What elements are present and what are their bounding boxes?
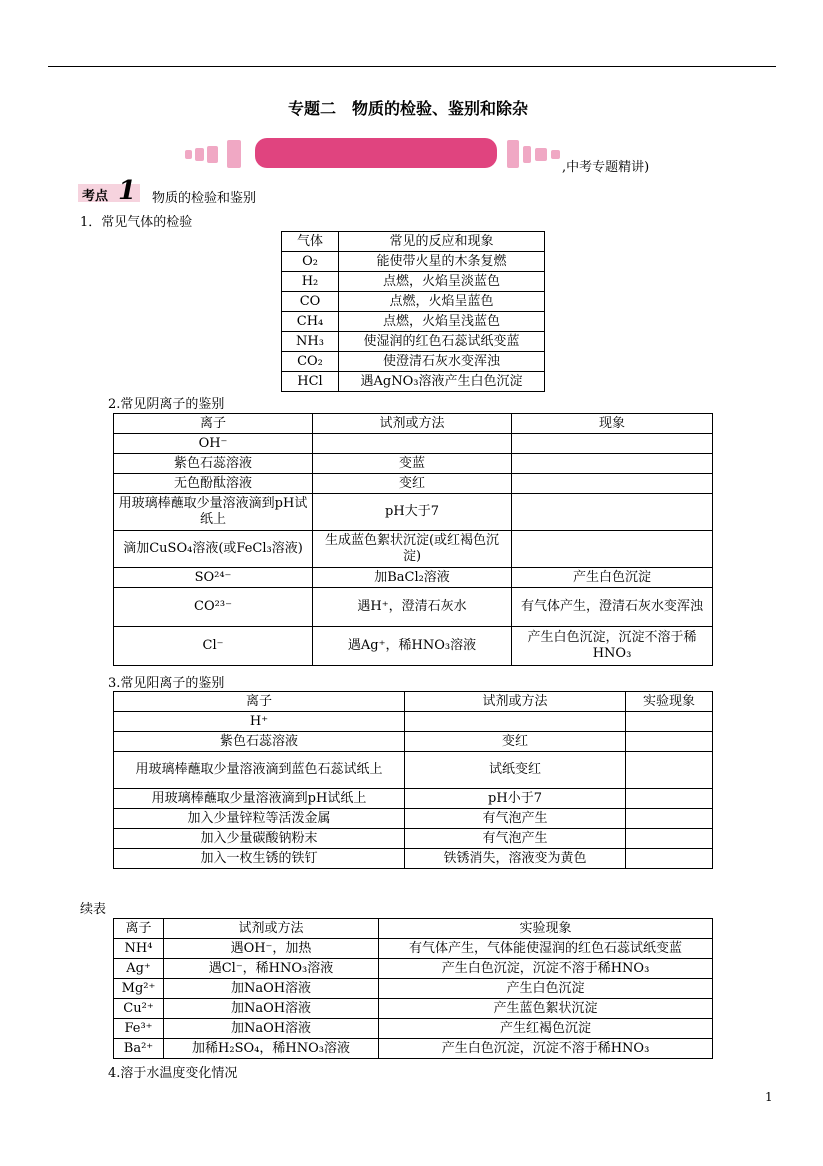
table-cell: 产生蓝色絮状沉淀 [379, 999, 713, 1019]
table-row [114, 809, 713, 829]
page-number: 1 [765, 1090, 773, 1104]
table-cell [626, 712, 713, 732]
table-header-cell: 气体 [282, 232, 339, 252]
table-cell: 有气体产生，气体能使湿润的红色石蕊试纸变蓝 [379, 939, 713, 959]
table-cell: 用玻璃棒蘸取少量溶液滴到蓝色石蕊试纸上 [114, 752, 405, 789]
table-cell: 无色酚酞溶液 [114, 474, 313, 494]
section-4-heading: 4.溶于水温度变化情况 [108, 1066, 238, 1081]
table-cell: 加BaCl₂溶液 [313, 568, 512, 588]
table-cell: 有气泡产生 [405, 829, 626, 849]
table-cell [626, 829, 713, 849]
page-title: 专题二 物质的检验、鉴别和除杂 [288, 99, 529, 118]
table-cell: CO₂ [282, 352, 339, 372]
table-row [114, 789, 713, 809]
table-cell: 加入少量碳酸钠粉末 [114, 829, 405, 849]
table-cell: 变蓝 [313, 454, 512, 474]
banner [185, 138, 575, 170]
table-header-row [282, 232, 545, 252]
table-cell: NH⁴ [114, 939, 164, 959]
table-cell: 遇H⁺，澄清石灰水 [313, 588, 512, 627]
table-row [114, 732, 713, 752]
table-header-row [114, 692, 713, 712]
table-row [114, 979, 713, 999]
table-cell: 点燃，火焰呈浅蓝色 [339, 312, 545, 332]
table-cell: 使湿润的红色石蕊试纸变蓝 [339, 332, 545, 352]
table-cell: 加NaOH溶液 [164, 999, 379, 1019]
table-cell: 有气体产生，澄清石灰水变浑浊 [512, 588, 713, 627]
table-row [114, 999, 713, 1019]
table-cell [512, 494, 713, 531]
table-header-cell: 试剂或方法 [405, 692, 626, 712]
table-row [114, 959, 713, 979]
table-cell: 点燃，火焰呈淡蓝色 [339, 272, 545, 292]
banner-square [551, 150, 560, 159]
table-cell [626, 809, 713, 829]
table-cell: 产生白色沉淀 [512, 568, 713, 588]
table-cell: pH大于7 [313, 494, 512, 531]
table-row [282, 252, 545, 272]
section-1-heading: 1．常见气体的检验 [80, 215, 193, 230]
table-cell: Mg²⁺ [114, 979, 164, 999]
table-row [114, 627, 713, 666]
table-row [114, 531, 713, 568]
table-cell: 加入少量锌粒等活泼金属 [114, 809, 405, 829]
table-cell: 产生白色沉淀，沉淀不溶于稀HNO₃ [379, 1039, 713, 1059]
table-row [282, 272, 545, 292]
banner-note: ,中考专题精讲) [562, 160, 650, 175]
table-row [114, 474, 713, 494]
table-cell: HCl [282, 372, 339, 392]
table-cell [512, 434, 713, 454]
table-cell: 加入一枚生锈的铁钉 [114, 849, 405, 869]
section-3-heading: 3.常见阳离子的鉴别 [108, 676, 225, 691]
kaodian-number: 1 [118, 176, 137, 206]
table-row [282, 312, 545, 332]
table-cell: 紫色石蕊溶液 [114, 732, 405, 752]
table-row [282, 372, 545, 392]
table-cell: 点燃，火焰呈蓝色 [339, 292, 545, 312]
table-cell: 产生白色沉淀，沉淀不溶于稀HNO₃ [379, 959, 713, 979]
gas-test-table [281, 231, 545, 392]
table-row [114, 434, 713, 454]
table-cell [626, 752, 713, 789]
table-cell: NH₃ [282, 332, 339, 352]
table-header-cell: 实验现象 [626, 692, 713, 712]
table-cell: H₂ [282, 272, 339, 292]
table-header-row [114, 414, 713, 434]
table-cell [405, 712, 626, 732]
table-cell: 产生白色沉淀，沉淀不溶于稀HNO₃ [512, 627, 713, 666]
table-row [114, 454, 713, 474]
table-header-cell: 试剂或方法 [313, 414, 512, 434]
table-cell: pH小于7 [405, 789, 626, 809]
table-cell: Cl⁻ [114, 627, 313, 666]
table-cell: CH₄ [282, 312, 339, 332]
banner-square [227, 140, 241, 168]
table-cell: 能使带火星的木条复燃 [339, 252, 545, 272]
table-cell: 有气泡产生 [405, 809, 626, 829]
table-cell [626, 732, 713, 752]
table-cell: 生成蓝色絮状沉淀(或红褐色沉淀) [313, 531, 512, 568]
table-cell: SO²⁴⁻ [114, 568, 313, 588]
banner-square [207, 146, 218, 163]
table-cell: 试纸变红 [405, 752, 626, 789]
table-cell: 遇AgNO₃溶液产生白色沉淀 [339, 372, 545, 392]
table-cell: Fe³⁺ [114, 1019, 164, 1039]
table-header-cell: 实验现象 [379, 919, 713, 939]
table-cell: CO [282, 292, 339, 312]
section-2-heading: 2.常见阴离子的鉴别 [108, 397, 225, 412]
table-row [114, 849, 713, 869]
table-cell: 产生白色沉淀 [379, 979, 713, 999]
table-cell [512, 474, 713, 494]
banner-square [535, 148, 547, 161]
cation-table [113, 691, 713, 869]
table-cell [626, 789, 713, 809]
table-cell: 遇Cl⁻，稀HNO₃溶液 [164, 959, 379, 979]
table-cell [313, 434, 512, 454]
kaodian-text: 物质的检验和鉴别 [152, 191, 257, 206]
table-row [114, 494, 713, 531]
table-header-cell: 常见的反应和现象 [339, 232, 545, 252]
table-header-row [114, 919, 713, 939]
banner-pill [255, 138, 497, 168]
table-cell: 变红 [313, 474, 512, 494]
table-row [282, 332, 545, 352]
table-cell: 用玻璃棒蘸取少量溶液滴到pH试纸上 [114, 494, 313, 531]
table-cell: 变红 [405, 732, 626, 752]
table-cell: OH⁻ [114, 434, 313, 454]
table-header-cell: 现象 [512, 414, 713, 434]
header-rule [48, 66, 776, 67]
table-cell [512, 531, 713, 568]
table-row [282, 352, 545, 372]
table-row [114, 1039, 713, 1059]
table-cell [626, 849, 713, 869]
table-cell: 紫色石蕊溶液 [114, 454, 313, 474]
continued-label: 续表 [80, 902, 107, 917]
table-cell: H⁺ [114, 712, 405, 732]
table-cell: Ag⁺ [114, 959, 164, 979]
table-header-cell: 离子 [114, 919, 164, 939]
table-cell: Cu²⁺ [114, 999, 164, 1019]
table-row [114, 752, 713, 789]
table-row [114, 1019, 713, 1039]
table-cell: O₂ [282, 252, 339, 272]
table-row [114, 588, 713, 627]
banner-square [523, 146, 531, 163]
table-row [114, 939, 713, 959]
table-cell: 加稀H₂SO₄，稀HNO₃溶液 [164, 1039, 379, 1059]
table-cell [512, 454, 713, 474]
kaodian-label: 考点 [82, 189, 109, 204]
table-cell: 加NaOH溶液 [164, 1019, 379, 1039]
table-cell: 铁锈消失，溶液变为黄色 [405, 849, 626, 869]
table-header-cell: 试剂或方法 [164, 919, 379, 939]
table-cell: CO²³⁻ [114, 588, 313, 627]
table-cell: Ba²⁺ [114, 1039, 164, 1059]
banner-square [195, 148, 204, 161]
table-row [282, 292, 545, 312]
table-cell: 遇OH⁻，加热 [164, 939, 379, 959]
table-cell: 产生红褐色沉淀 [379, 1019, 713, 1039]
banner-square [507, 140, 519, 168]
table-cell: 用玻璃棒蘸取少量溶液滴到pH试纸上 [114, 789, 405, 809]
table-cell: 使澄清石灰水变浑浊 [339, 352, 545, 372]
cation-table-continued [113, 918, 713, 1059]
table-cell: 加NaOH溶液 [164, 979, 379, 999]
table-cell: 滴加CuSO₄溶液(或FeCl₃溶液) [114, 531, 313, 568]
table-header-cell: 离子 [114, 692, 405, 712]
table-row [114, 568, 713, 588]
table-row [114, 829, 713, 849]
table-cell: 遇Ag⁺，稀HNO₃溶液 [313, 627, 512, 666]
anion-table [113, 413, 713, 666]
table-row [114, 712, 713, 732]
banner-square [185, 150, 192, 159]
table-header-cell: 离子 [114, 414, 313, 434]
